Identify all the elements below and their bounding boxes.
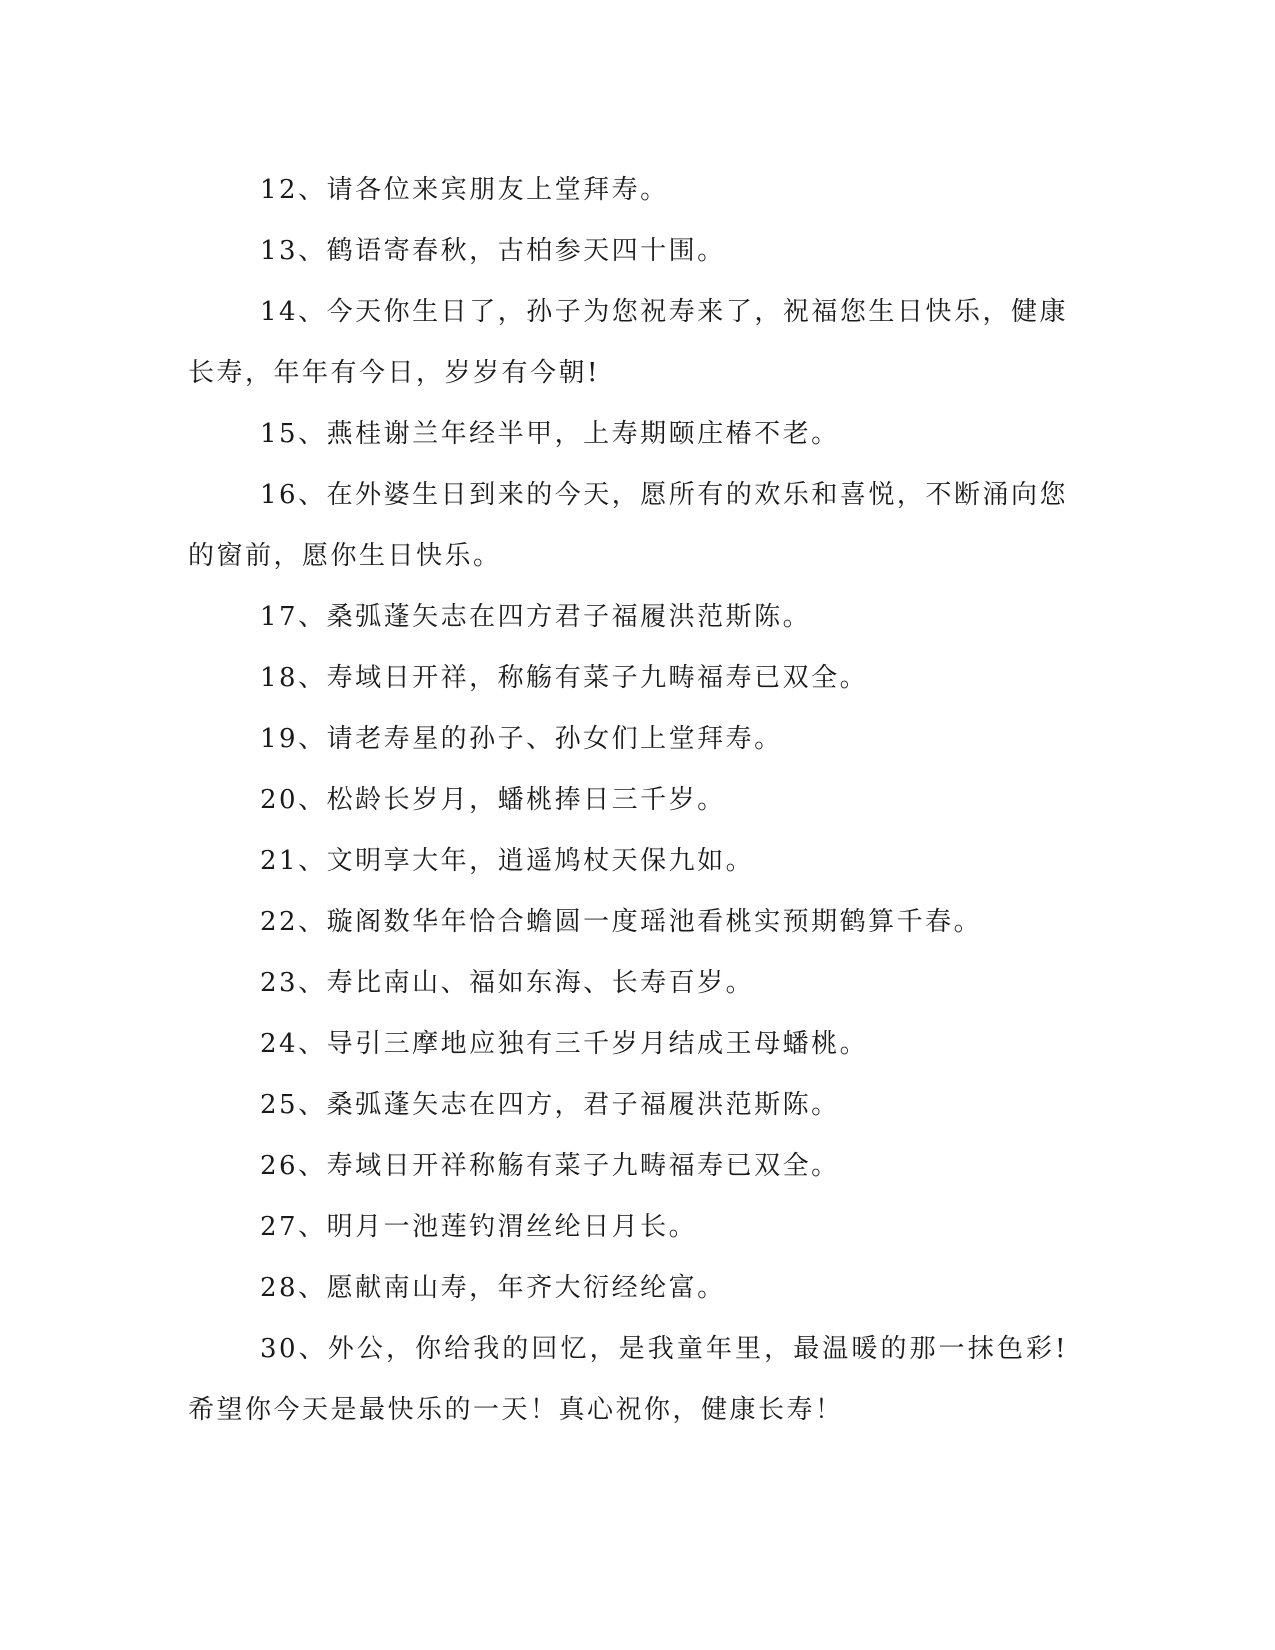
paragraph-20: 20、松龄长岁月，蟠桃捧日三千岁。 (260, 785, 726, 815)
paragraph-17: 17、桑弧蓬矢志在四方君子福履洪范斯陈。 (260, 602, 812, 632)
paragraph-26: 26、寿域日开祥称觞有菜子九畴福寿已双全。 (260, 1151, 840, 1181)
paragraph-24: 24、导引三摩地应独有三千岁月结成王母蟠桃。 (260, 1029, 869, 1059)
paragraph-15: 15、燕桂谢兰年经半甲，上寿期颐庄椿不老。 (260, 419, 840, 449)
paragraph-27: 27、明月一池莲钓渭丝纶日月长。 (260, 1212, 698, 1242)
document-body (188, 160, 1068, 1441)
paragraph-14: 14、今天你生日了，孙子为您祝寿来了，祝福您生日快乐，健康长寿，年年有今日，岁岁有今朝! (188, 297, 1068, 388)
paragraph-19: 19、请老寿星的孙子、孙女们上堂拜寿。 (260, 724, 783, 754)
paragraph-18: 18、寿域日开祥，称觞有菜子九畴福寿已双全。 (260, 663, 869, 693)
paragraph-16: 16、在外婆生日到来的今天，愿所有的欢乐和喜悦，不断涌向您的窗前，愿你生日快乐。 (188, 480, 1068, 571)
paragraph-13: 13、鹤语寄春秋，古柏参天四十围。 (260, 236, 726, 266)
paragraph-30: 30、外公，你给我的回忆，是我童年里，最温暖的那一抹色彩!希望你今天是最快乐的一天！真心祝你，健康长寿！ (188, 1334, 1068, 1425)
paragraph-22: 22、璇阁数华年恰合蟾圆一度瑶池看桃实预期鹤算千春。 (260, 907, 983, 937)
paragraph-21: 21、文明享大年，逍遥鸠杖天保九如。 (260, 846, 755, 876)
paragraph-25: 25、桑弧蓬矢志在四方，君子福履洪范斯陈。 (260, 1090, 840, 1120)
paragraph-28: 28、愿献南山寿，年齐大衍经纶富。 (260, 1273, 726, 1303)
paragraph-23: 23、寿比南山、福如东海、长寿百岁。 (260, 968, 755, 998)
paragraph-12: 12、请各位来宾朋友上堂拜寿。 (260, 175, 669, 205)
